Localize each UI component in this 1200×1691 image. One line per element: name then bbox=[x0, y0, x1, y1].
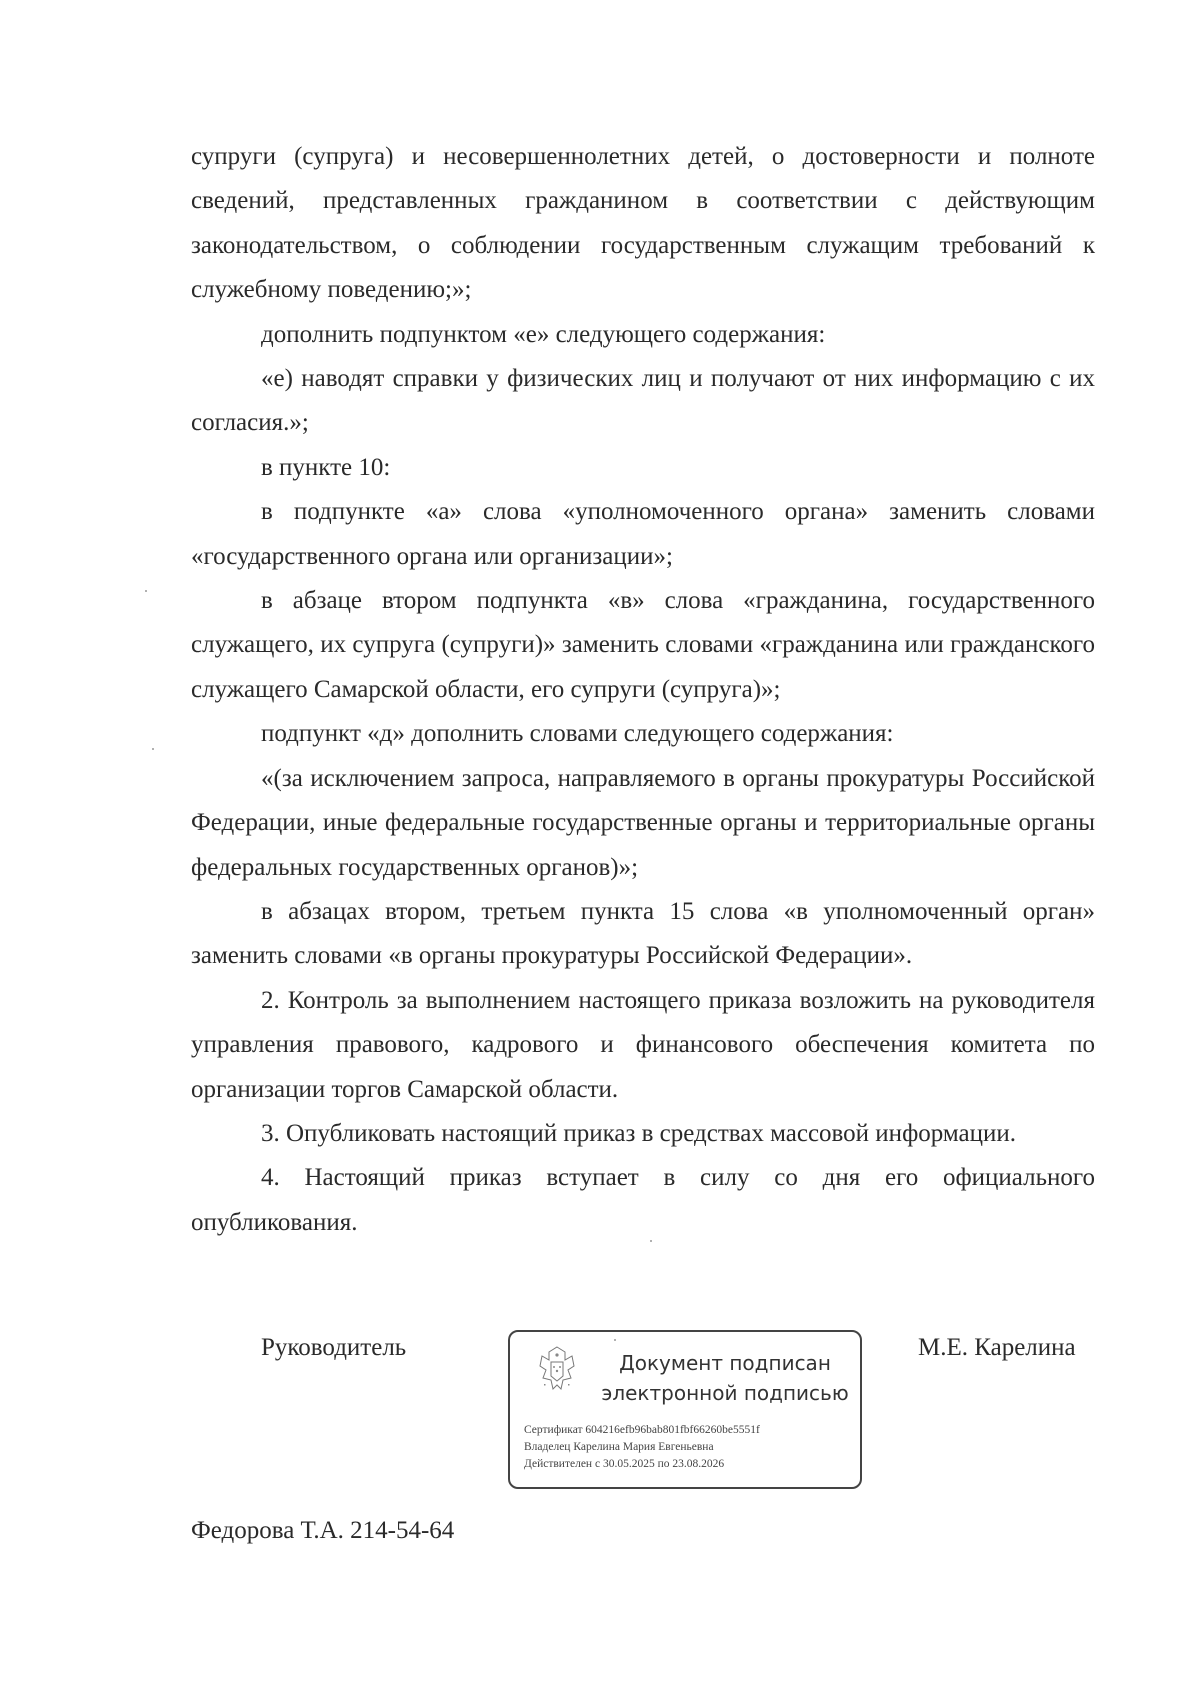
signer-title: Руководитель bbox=[261, 1334, 407, 1361]
paragraph-11: 3. Опубликовать настоящий приказ в средствах массовой информации. bbox=[261, 1119, 1017, 1147]
paragraph-10: 2. Контроль за выполнением настоящего приказа возложить на руководителя управления правового, кадрового и финансового обеспечения комитета по организации торгов Самарской области. bbox=[191, 986, 1095, 1103]
paragraph-8: «(за исключением запроса, направляемого в органы прокуратуры Российской Федерации, иные федеральные государственные органы и территориальные органы федеральных государственных органов)»; bbox=[191, 764, 1095, 881]
signature-block bbox=[0, 1330, 1200, 1490]
document-body bbox=[191, 135, 1095, 1245]
stamp-title-line-1: Документ подписан bbox=[619, 1351, 831, 1375]
signer-name: М.Е. Карелина bbox=[918, 1334, 1076, 1361]
stamp-details bbox=[524, 1422, 854, 1473]
executor-contact: Федорова Т.А. 214-54-64 bbox=[191, 1517, 455, 1544]
scan-speck bbox=[650, 1240, 652, 1242]
paragraph-6: в абзаце втором подпункта «в» слова «гражданина, государственного служащего, их супруга (супруги)» заменить словами «гражданина или гражданского служащего Самарской области, его супруги (супруга)»; bbox=[191, 587, 1095, 703]
paragraph-1: супруги (супруга) и несовершеннолетних детей, о достоверности и полноте сведений, представленных гражданином в соответствии с действующим законодательством, о соблюдении государственным служащим требований к служебному поведению;»; bbox=[191, 143, 1095, 304]
paragraph-2: дополнить подпунктом «е» следующего содержания: bbox=[261, 320, 826, 348]
paragraph-7: подпункт «д» дополнить словами следующего содержания: bbox=[261, 720, 894, 748]
stamp-title bbox=[580, 1348, 870, 1408]
paragraph-3: «е) наводят справки у физических лиц и получают от них информацию с их согласия.»; bbox=[191, 365, 1095, 437]
certificate-owner: Владелец Карелина Мария Евгеньевна bbox=[524, 1441, 714, 1453]
electronic-signature-stamp bbox=[508, 1330, 862, 1489]
stamp-title-line-2: электронной подписью bbox=[601, 1381, 849, 1405]
coat-of-arms-icon bbox=[534, 1344, 580, 1394]
certificate-validity: Действителен с 30.05.2025 по 23.08.2026 bbox=[524, 1458, 725, 1470]
paragraph-9: в абзацах втором, третьем пункта 15 слова «в уполномоченный орган» заменить словами «в органы прокуратуры Российской Федерации». bbox=[191, 897, 1095, 970]
paragraph-5: в подпункте «а» слова «уполномоченного органа» заменить словами «государственного органа или организации»; bbox=[191, 498, 1095, 570]
certificate-number: Сертификат 604216efb96bab801fbf66260be5551f bbox=[524, 1424, 760, 1436]
scan-speck bbox=[614, 1339, 616, 1341]
paragraph-4: в пункте 10: bbox=[261, 453, 391, 481]
paragraph-12: 4. Настоящий приказ вступает в силу со дня его официального опубликования. bbox=[191, 1164, 1095, 1236]
scan-speck bbox=[152, 748, 154, 750]
scan-speck bbox=[145, 590, 147, 592]
